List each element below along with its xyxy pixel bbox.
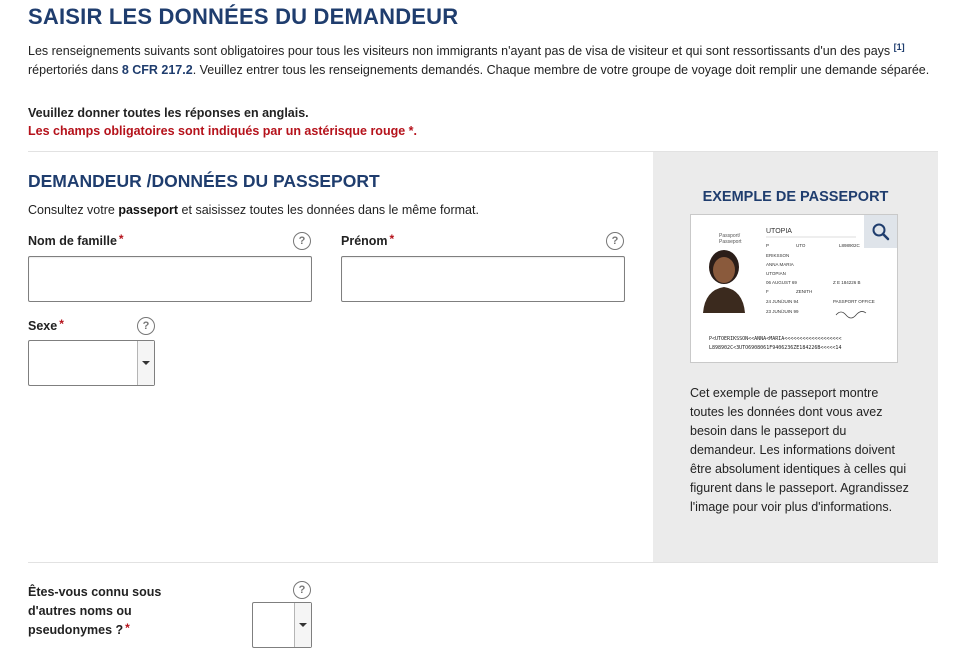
required-asterisk: * xyxy=(125,621,130,635)
last-name-label-text: Nom de famille xyxy=(28,234,117,248)
aliases-help-icon[interactable]: ? xyxy=(293,581,311,599)
passport-doc-label-2: Passeport xyxy=(719,239,742,245)
passport-nationality: UTOPIAN xyxy=(766,271,786,276)
passport-code: UTO xyxy=(796,243,806,248)
caret-down-icon[interactable] xyxy=(137,341,154,385)
caret-down-icon[interactable] xyxy=(294,603,311,647)
last-name-help-icon[interactable]: ? xyxy=(293,232,311,250)
passport-type: P xyxy=(766,243,770,248)
intro-paragraph xyxy=(28,38,938,80)
passport-dob: 06 AUGUST 69 xyxy=(766,280,797,285)
passport-example-description: Cet exemple de passeport montre toutes les données dont vous avez besoin dans le passeport du demandeur. Les informations doivent être absolument identiques à celles qui figurent dans le passeport. Agrandissez l'image pour voir plus d'informations. xyxy=(690,386,909,514)
intro-text: Les renseignements suivants sont obligatoires pour tous les visiteurs non immigrants n'ayant pas de visa de visiteur et qui sont ressortissants d'un des pays xyxy=(28,44,894,59)
passport-issue-date: 24 JUN/JUIN 94 xyxy=(766,299,799,304)
first-name-label-text: Prénom xyxy=(341,234,388,248)
passport-given-names: ANNA MARIA xyxy=(766,262,794,267)
section-description xyxy=(28,203,479,217)
required-asterisk: * xyxy=(389,232,395,246)
passport-personal-no: Z E 184226 B xyxy=(833,280,861,285)
passport-doc-label-1: Passport/ xyxy=(719,233,741,239)
aliases-select[interactable] xyxy=(252,602,312,648)
footnote-link[interactable]: [1] xyxy=(893,42,905,52)
section-desc-text: et saisissez toutes les données dans le même format. xyxy=(178,203,479,217)
divider xyxy=(28,562,938,563)
sex-select[interactable] xyxy=(28,340,155,386)
first-name-help-icon[interactable]: ? xyxy=(606,232,624,250)
last-name-input[interactable] xyxy=(28,256,312,302)
passport-example-title: EXEMPLE DE PASSEPORT xyxy=(702,189,889,205)
required-asterisk: * xyxy=(118,232,124,246)
section-desc-bold: passeport xyxy=(118,203,179,217)
zoom-passport-button[interactable] xyxy=(864,215,897,248)
last-name-label xyxy=(28,234,124,248)
magnifier-icon xyxy=(864,215,897,248)
intro-text: répertoriés dans xyxy=(28,63,122,78)
sex-help-icon[interactable]: ? xyxy=(137,317,155,335)
passport-signature xyxy=(836,311,866,318)
aliases-label xyxy=(28,583,198,640)
english-note: Veuillez donner toutes les réponses en anglais. xyxy=(28,106,309,120)
first-name-label xyxy=(341,234,394,248)
photo-face xyxy=(713,257,735,283)
cfr-reference-link[interactable]: 8 CFR 217.2 xyxy=(121,63,193,78)
passport-sex: F xyxy=(766,289,769,294)
sex-label xyxy=(28,319,64,333)
passport-number: L898902C xyxy=(839,243,860,248)
passport-authority: PASSPORT OFFICE xyxy=(833,299,875,304)
passport-surname: ERIKSSON xyxy=(766,253,790,258)
required-fields-note: Les champs obligatoires sont indiqués par un astérisque rouge *. xyxy=(28,124,417,138)
passport-mrz-line-2: L898902C<3UTO6908061F9406236ZE184226B<<<<<14 xyxy=(709,345,842,351)
passport-expiry-date: 23 JUN/JUIN 99 xyxy=(766,309,799,314)
passport-country: UTOPIA xyxy=(766,228,792,235)
required-asterisk: * xyxy=(59,317,64,331)
sex-label-text: Sexe xyxy=(28,319,58,333)
page-title: SAISIR LES DONNÉES DU DEMANDEUR xyxy=(28,4,459,29)
aliases-label-text: Êtes-vous connu sous d'autres noms ou pseudonymes ? xyxy=(28,585,162,637)
passport-mrz-line-1: P<UTOERIKSSON<<ANNA<MARIA<<<<<<<<<<<<<<<<<<< xyxy=(709,336,842,342)
section-desc-text: Consultez votre xyxy=(28,203,119,217)
section-title: DEMANDEUR /DONNÉES DU PASSEPORT xyxy=(28,171,380,191)
passport-place: ZENITH xyxy=(796,289,813,294)
intro-text: . Veuillez entrer tous les renseignements demandés. Chaque membre de votre groupe de voyage doit remplir une demande séparée. xyxy=(192,63,930,78)
first-name-input[interactable] xyxy=(341,256,625,302)
